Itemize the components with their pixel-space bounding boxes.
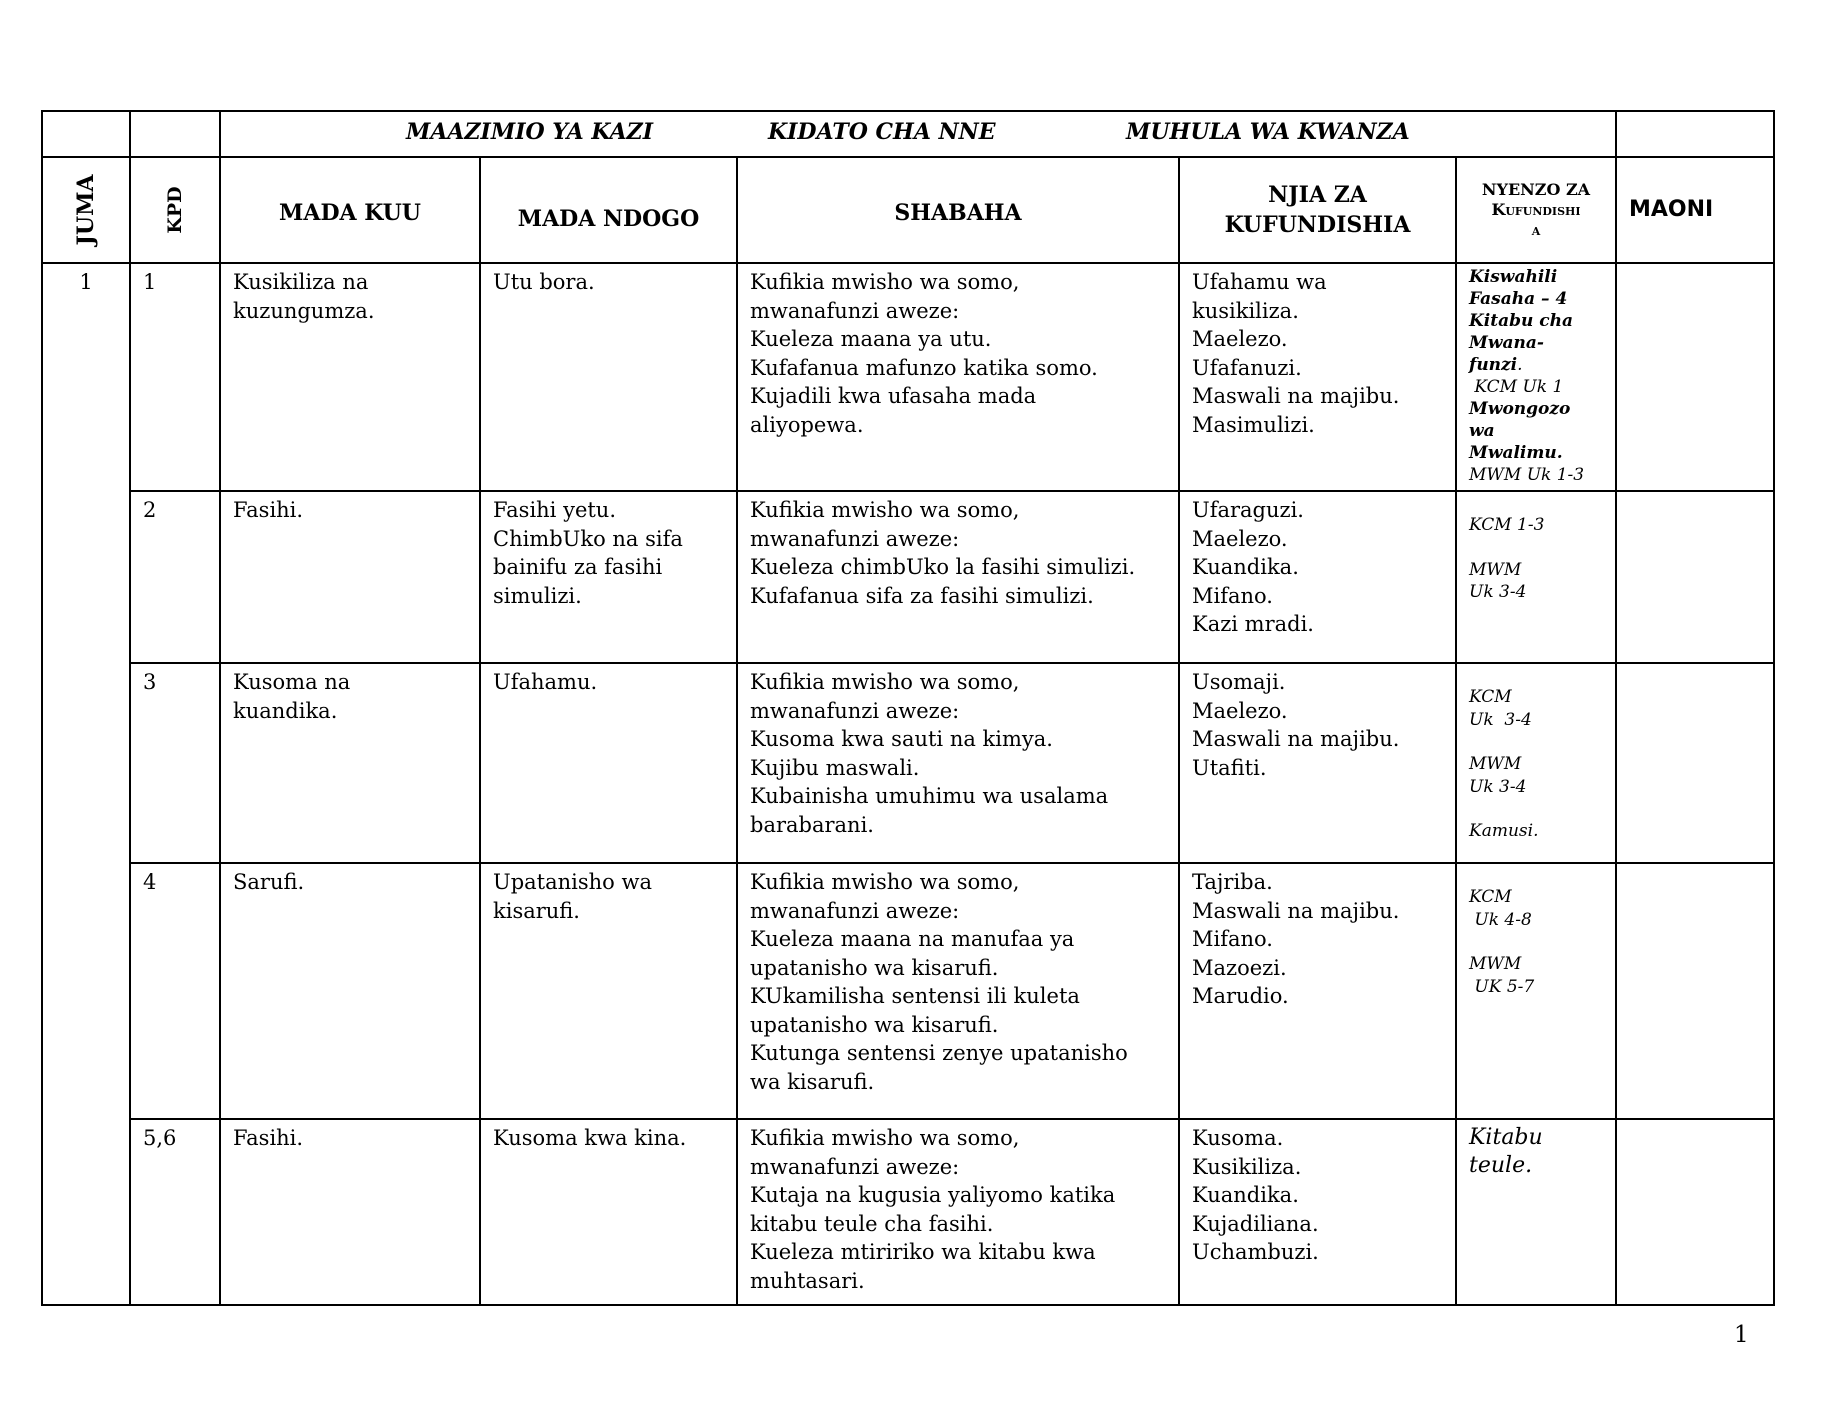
row-2-nyenzo-line: MWM — [1469, 559, 1522, 580]
row-1-shabaha-line: aliyopewa. — [750, 412, 864, 437]
header-nyenzo-line3: a — [1531, 220, 1541, 239]
row-3-njia-line: Maelezo. — [1192, 698, 1288, 723]
row-4-shabaha-line: Kutunga sentensi zenye upatanisho — [750, 1041, 1128, 1065]
row-4-mada-ndogo-line: Upatanisho wa — [493, 870, 652, 894]
row-5-shabaha — [738, 1120, 1180, 1304]
header-maoni — [1617, 158, 1775, 264]
row-5-mada-kuu — [221, 1120, 481, 1304]
row-4-kpd — [131, 864, 221, 1120]
row-4-shabaha-line: wa kisarufi. — [750, 1069, 875, 1094]
row-2-shabaha — [738, 492, 1180, 664]
row-2-nyenzo-gap — [1469, 537, 1607, 559]
row-4-njia-line: Maswali na majibu. — [1192, 898, 1400, 923]
row-5-maoni — [1617, 1120, 1775, 1304]
row-4-nyenzo-line: UK 5-7 — [1469, 976, 1535, 997]
row-1-njia-line: Maelezo. — [1192, 327, 1288, 351]
row-5-kpd — [131, 1120, 221, 1304]
header-kpd-label: KPD — [164, 186, 186, 234]
header-njia-line1: NJIA ZA — [1268, 182, 1367, 208]
row-1-shabaha-line: Kufikia mwisho wa somo, — [750, 270, 1020, 294]
row-4-njia-line: Mifano. — [1192, 927, 1273, 951]
row-3-mada-ndogo — [481, 664, 738, 864]
row-4-njia — [1180, 864, 1457, 1120]
row-4-njia-line: Mazoezi. — [1192, 955, 1287, 980]
row-3-maoni — [1617, 664, 1775, 864]
row-3-mada-kuu-line: kuandika. — [233, 698, 338, 723]
row-1-nyenzo-line — [1469, 354, 1607, 376]
week-cell — [43, 264, 131, 1304]
header-njia — [1180, 158, 1457, 264]
row-2-njia-line: Maelezo. — [1192, 526, 1288, 551]
row-4-njia-line: Tajriba. — [1192, 870, 1273, 894]
row-2-nyenzo — [1457, 492, 1617, 664]
row-1-mada-kuu — [221, 264, 481, 492]
row-2-kpd — [131, 492, 221, 664]
row-1-nyenzo-line: Fasaha – 4 — [1469, 289, 1568, 309]
header-shabaha-label: SHABAHA — [894, 200, 1022, 226]
row-2-mada-ndogo — [481, 492, 738, 664]
row-1-nyenzo-line: Mwalimu. — [1469, 443, 1563, 463]
row-3-njia-line: Utafiti. — [1192, 755, 1267, 780]
row-4-nyenzo-line: KCM — [1469, 887, 1512, 907]
row-1-mada-kuu-line: Kusikiliza na — [233, 270, 369, 294]
row-3-kpd-value: 3 — [143, 670, 157, 694]
row-3-shabaha-line: Kusoma kwa sauti na kimya. — [750, 727, 1053, 751]
row-2-nyenzo-line: KCM 1-3 — [1469, 515, 1545, 535]
row-3-nyenzo — [1457, 664, 1617, 864]
row-3-shabaha-line: Kufikia mwisho wa somo, — [750, 670, 1020, 694]
row-3-nyenzo-line: MWM — [1469, 754, 1522, 774]
header-mada-kuu-label: MADA KUU — [279, 200, 421, 226]
header-nyenzo-line2: Kufundishi — [1491, 200, 1581, 219]
header-shabaha — [738, 158, 1180, 264]
row-2-njia-line: Kazi mradi. — [1192, 612, 1314, 636]
row-5-njia-line: Kusoma. — [1192, 1126, 1284, 1150]
row-1-nyenzo-line: KCM Uk 1 — [1469, 377, 1564, 397]
row-5-shabaha-line: mwanafunzi aweze: — [750, 1154, 960, 1179]
row-1-mada-ndogo — [481, 264, 738, 492]
row-4-mada-ndogo-line: kisarufi. — [493, 898, 580, 923]
header-nyenzo-line1: NYENZO ZA — [1481, 180, 1591, 199]
row-3-shabaha — [738, 664, 1180, 864]
row-2-mada-kuu-line: Fasihi. — [233, 498, 304, 522]
row-2-shabaha-line: Kueleza chimbUko la fasihi simulizi. — [750, 555, 1136, 579]
row-4-kpd-value: 4 — [143, 870, 157, 894]
row-1-maoni — [1617, 264, 1775, 492]
row-1-shabaha-line: Kueleza maana ya utu. — [750, 327, 992, 351]
row-5-mada-ndogo — [481, 1120, 738, 1304]
row-2-mada-kuu — [221, 492, 481, 664]
row-5-njia-line: Kuandika. — [1192, 1183, 1299, 1207]
row-4-shabaha-line: KUkamilisha sentensi ili kuleta — [750, 984, 1080, 1008]
row-1-njia-line: kusikiliza. — [1192, 298, 1299, 323]
row-3-shabaha-line: Kubainisha umuhimu wa usalama — [750, 784, 1109, 808]
row-4-nyenzo-line: Uk 4-8 — [1469, 909, 1532, 930]
row-3-njia — [1180, 664, 1457, 864]
row-2-mada-ndogo-line: bainifu za fasihi — [493, 555, 663, 579]
row-3-nyenzo-gap — [1469, 798, 1607, 820]
scheme-of-work-table — [41, 110, 1775, 1306]
row-2-shabaha-line: mwanafunzi aweze: — [750, 526, 960, 551]
row-1-nyenzo-funzi: funzi — [1469, 355, 1518, 375]
row-4-mada-kuu — [221, 864, 481, 1120]
row-4-shabaha-line: Kueleza maana na manufaa ya — [750, 927, 1075, 951]
row-1-mada-ndogo-line: Utu bora. — [493, 270, 595, 294]
row-1-mada-kuu-line: kuzungumza. — [233, 298, 375, 323]
row-5-nyenzo-line: teule. — [1469, 1153, 1533, 1178]
row-4-shabaha — [738, 864, 1180, 1120]
title-part-1: MAAZIMIO YA KAZI — [406, 119, 653, 145]
row-3-kpd — [131, 664, 221, 864]
row-1-nyenzo-line: Mwana- — [1469, 333, 1544, 353]
row-2-maoni — [1617, 492, 1775, 664]
row-1-kpd-value: 1 — [143, 270, 157, 294]
row-4-shabaha-line: mwanafunzi aweze: — [750, 898, 960, 923]
row-1-kpd — [131, 264, 221, 492]
row-1-shabaha — [738, 264, 1180, 492]
row-2-nyenzo-line: Uk 3-4 — [1469, 582, 1527, 602]
row-2-mada-ndogo-line: Fasihi yetu. — [493, 498, 617, 522]
row-4-mada-kuu-line: Sarufi. — [233, 870, 305, 894]
title-part-2: KIDATO CHA NNE — [768, 119, 996, 145]
row-5-njia-line: Kusikiliza. — [1192, 1154, 1302, 1179]
row-4-shabaha-line: Kufikia mwisho wa somo, — [750, 870, 1020, 894]
row-5-shabaha-line: Kufikia mwisho wa somo, — [750, 1126, 1020, 1150]
header-mada-ndogo-label: MADA NDOGO — [517, 206, 700, 232]
row-1-shabaha-line: Kujadili kwa ufasaha mada — [750, 384, 1037, 408]
row-4-shabaha-line: upatanisho wa kisarufi. — [750, 955, 999, 980]
page-title — [221, 112, 1617, 158]
header-mada-kuu — [221, 158, 481, 264]
header-juma — [43, 158, 131, 264]
row-2-mada-ndogo-line: ChimbUko na sifa — [493, 526, 683, 551]
row-3-mada-kuu-line: Kusoma na — [233, 670, 351, 694]
row-1-shabaha-line: Kufafanua mafunzo katika somo. — [750, 355, 1098, 380]
row-2-njia-line: Mifano. — [1192, 583, 1273, 608]
row-1-nyenzo-line: Kitabu cha — [1469, 311, 1573, 331]
row-5-shabaha-line: muhtasari. — [750, 1268, 865, 1293]
row-3-shabaha-line: Kujibu maswali. — [750, 755, 920, 780]
row-2-njia-line: Kuandika. — [1192, 555, 1299, 579]
row-3-nyenzo-line: Uk 3-4 — [1469, 776, 1527, 797]
row-5-mada-kuu-line: Fasihi. — [233, 1126, 304, 1150]
row-1-nyenzo-dot: . — [1517, 355, 1523, 375]
row-2-shabaha-line: Kufikia mwisho wa somo, — [750, 498, 1020, 522]
row-5-kpd-value: 5,6 — [143, 1126, 177, 1150]
title-corner-juma — [43, 112, 131, 158]
row-3-nyenzo-line: KCM — [1469, 687, 1512, 707]
header-juma-label: JUMA — [73, 174, 99, 246]
row-4-njia-line: Marudio. — [1192, 984, 1289, 1008]
row-2-kpd-value: 2 — [143, 498, 157, 522]
row-2-mada-ndogo-line: simulizi. — [493, 583, 582, 608]
row-5-nyenzo-line: Kitabu — [1469, 1125, 1543, 1150]
header-njia-line2: KUFUNDISHIA — [1224, 212, 1411, 238]
row-3-njia-line: Maswali na majibu. — [1192, 727, 1400, 751]
row-3-mada-ndogo-line: Ufahamu. — [493, 670, 598, 694]
row-1-shabaha-line: mwanafunzi aweze: — [750, 298, 960, 323]
row-3-shabaha-line: barabarani. — [750, 812, 874, 837]
row-1-njia-line: Ufahamu wa — [1192, 270, 1327, 294]
title-corner-maoni — [1617, 112, 1775, 158]
row-1-nyenzo-line: MWM Uk 1-3 — [1469, 465, 1585, 485]
week-number: 1 — [79, 270, 93, 294]
row-1-njia — [1180, 264, 1457, 492]
row-5-mada-ndogo-line: Kusoma kwa kina. — [493, 1126, 687, 1150]
row-1-nyenzo-line: Kiswahili — [1469, 267, 1558, 287]
row-3-shabaha-line: mwanafunzi aweze: — [750, 698, 960, 723]
row-3-nyenzo-line: Kamusi. — [1469, 821, 1539, 841]
row-2-njia — [1180, 492, 1457, 664]
row-3-njia-line: Usomaji. — [1192, 670, 1286, 694]
row-3-nyenzo-line: Uk 3-4 — [1469, 709, 1532, 730]
row-5-njia — [1180, 1120, 1457, 1304]
row-5-njia-line: Kujadiliana. — [1192, 1211, 1319, 1236]
title-part-3: MUHULA WA KWANZA — [1126, 119, 1410, 145]
row-5-nyenzo — [1457, 1120, 1617, 1304]
row-3-nyenzo-gap — [1469, 731, 1607, 753]
header-nyenzo — [1457, 158, 1617, 264]
header-maoni-label: MAONI — [1629, 197, 1714, 222]
row-4-mada-ndogo — [481, 864, 738, 1120]
row-1-njia-line: Maswali na majibu. — [1192, 384, 1400, 408]
title-corner-kpd — [131, 112, 221, 158]
row-4-maoni — [1617, 864, 1775, 1120]
row-4-nyenzo — [1457, 864, 1617, 1120]
header-kpd — [131, 158, 221, 264]
row-4-shabaha-line: upatanisho wa kisarufi. — [750, 1012, 999, 1037]
page-number: 1 — [1734, 1322, 1749, 1348]
row-1-nyenzo-line: Mwongozo — [1469, 399, 1571, 419]
row-4-nyenzo-line: MWM — [1469, 954, 1522, 974]
row-4-nyenzo-gap — [1469, 931, 1607, 953]
row-1-njia-line: Masimulizi. — [1192, 412, 1315, 437]
row-3-mada-kuu — [221, 664, 481, 864]
row-1-njia-line: Ufafanuzi. — [1192, 355, 1302, 380]
row-1-nyenzo-line: wa — [1469, 421, 1495, 441]
row-1-nyenzo — [1457, 264, 1617, 492]
header-mada-ndogo — [481, 158, 738, 264]
row-2-njia-line: Ufaraguzi. — [1192, 498, 1304, 522]
row-2-shabaha-line: Kufafanua sifa za fasihi simulizi. — [750, 583, 1094, 608]
row-5-shabaha-line: kitabu teule cha fasihi. — [750, 1211, 994, 1236]
row-5-shabaha-line: Kutaja na kugusia yaliyomo katika — [750, 1183, 1116, 1207]
row-5-shabaha-line: Kueleza mtiririko wa kitabu kwa — [750, 1240, 1096, 1264]
row-5-njia-line: Uchambuzi. — [1192, 1240, 1319, 1264]
